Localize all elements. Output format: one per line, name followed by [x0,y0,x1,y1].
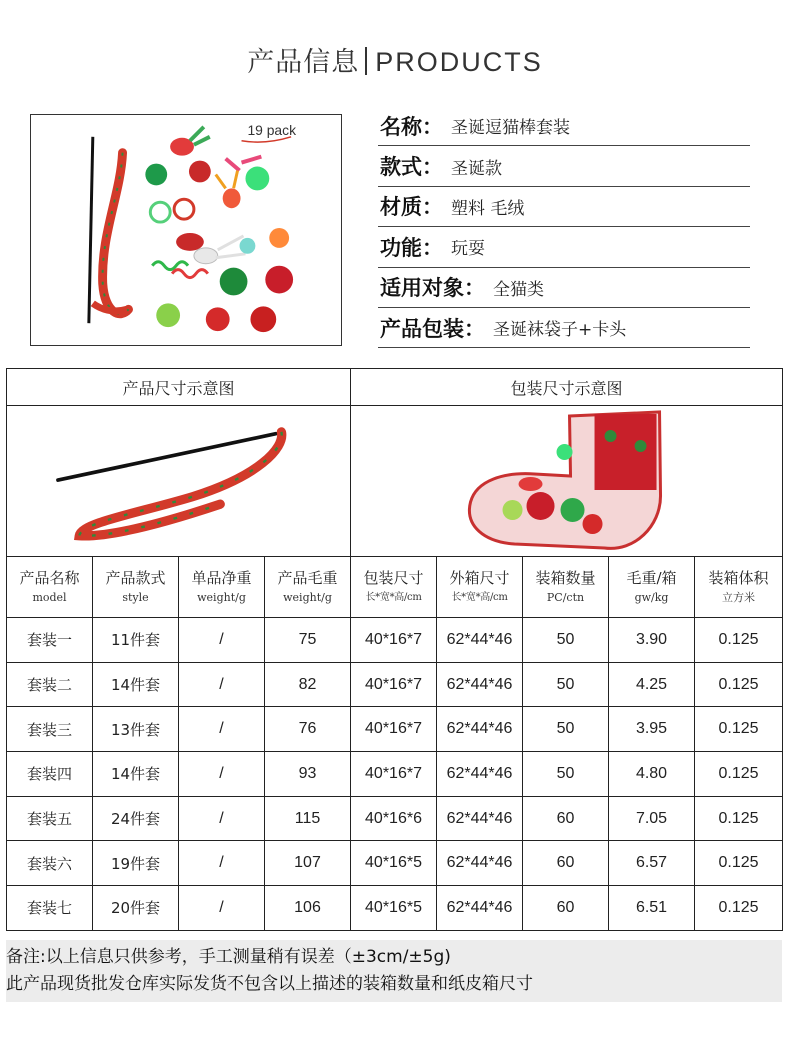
table-cell: 60 [523,796,609,841]
table-cell: 11件套 [93,618,179,663]
table-cell: 93 [265,752,351,797]
table-cell: 62*44*46 [437,841,523,886]
column-header: 产品款式 style [93,557,179,618]
table-cell: / [179,707,265,752]
table-cell: 套装六 [7,841,93,886]
table-row [7,752,783,797]
spec-key: 款式： [380,155,443,180]
table-cell: 115 [265,796,351,841]
table-cell: 6.51 [609,886,695,931]
column-header: 外箱尺寸 长*宽*高/cm [437,557,523,618]
table-cell: 套装二 [7,662,93,707]
spec-value: 圣诞袜袋子+卡头 [493,320,627,341]
orange-feather-icon [216,171,238,189]
table-cell: 20件套 [93,886,179,931]
spec-value: 圣诞逗猫棒套装 [451,118,570,139]
table-row [7,707,783,752]
product-size-table [6,368,783,931]
column-header: 毛重/箱 gw/kg [609,557,695,618]
spec-row-packaging [378,308,750,348]
spec-key: 材质： [380,195,443,220]
product-size-diagram-title: 产品尺寸示意图 [7,369,351,406]
spec-row-name [378,106,750,146]
mouse-toy [519,477,543,491]
tinsel-ball-green [220,268,248,296]
tinsel-ball [561,498,585,522]
column-header-row [7,557,783,618]
table-cell: 50 [523,662,609,707]
table-cell: 106 [265,886,351,931]
feather-icon [190,127,210,145]
rattan-ball [503,500,523,520]
disclaimer-note [6,940,782,1002]
red-ball [189,161,211,183]
tinsel-ball-red [265,266,293,294]
tree-icon [635,440,647,452]
column-header: 产品名称 model [7,557,93,618]
table-cell: 14件套 [93,752,179,797]
table-cell: 40*16*5 [351,841,437,886]
diagram-header-row [7,369,783,406]
package-size-diagram-title: 包装尺寸示意图 [351,369,783,406]
table-cell: / [179,752,265,797]
table-cell: 40*16*7 [351,707,437,752]
table-cell: 14件套 [93,662,179,707]
spec-row-style [378,146,750,186]
cat-toy-set-illustration [31,115,341,345]
table-cell: 40*16*7 [351,752,437,797]
title-divider [365,47,367,75]
table-cell: 7.05 [609,796,695,841]
spec-row-target [378,268,750,308]
pack-label: 19 pack [247,121,297,138]
table-cell: 13件套 [93,707,179,752]
product-hero-image [30,114,342,346]
table-cell: 62*44*46 [437,796,523,841]
table-cell: 0.125 [695,662,783,707]
table-cell: 套装四 [7,752,93,797]
table-row [7,662,783,707]
table-cell: 3.90 [609,618,695,663]
table-cell: 4.25 [609,662,695,707]
table-cell: 75 [265,618,351,663]
pompom-ball [206,307,230,331]
table-cell: 0.125 [695,707,783,752]
column-header: 装箱数量 PC/ctn [523,557,609,618]
spec-key: 适用对象： [380,276,485,301]
white-mouse-toy [194,248,218,264]
rattan-ball [156,303,180,327]
table-cell: 50 [523,752,609,797]
table-cell: / [179,886,265,931]
table-cell: 60 [523,841,609,886]
table-cell: 0.125 [695,886,783,931]
spec-value: 塑料 毛绒 [451,198,525,219]
table-cell: 0.125 [695,796,783,841]
table-cell: 19件套 [93,841,179,886]
spec-key: 产品包装： [380,316,485,341]
wand-stick [89,137,93,323]
note-line-1: 备注:以上信息只供参考，手工测量稍有误差（±3cm/±5g) [6,947,451,967]
size-table-section [6,368,782,931]
page-title-en: PRODUCTS [375,47,543,77]
table-cell: 40*16*5 [351,886,437,931]
table-cell: / [179,662,265,707]
table-row [7,796,783,841]
spiky-ball [269,228,289,248]
tree-icon [605,430,617,442]
column-header: 装箱体积 立方米 [695,557,783,618]
table-row [7,841,783,886]
column-header: 单品净重 weight/g [179,557,265,618]
table-cell: 3.95 [609,707,695,752]
table-cell: 107 [265,841,351,886]
table-cell: / [179,841,265,886]
table-cell: 62*44*46 [437,662,523,707]
note-line-2: 此产品现货批发仓库实际发货不包含以上描述的装箱数量和纸皮箱尺寸 [6,974,533,994]
table-cell: 60 [523,886,609,931]
lattice-ball [150,202,170,222]
spec-list [378,106,750,348]
green-ball [145,164,167,186]
table-cell: 0.125 [695,618,783,663]
stocking-package-illustration [351,406,782,556]
table-cell: 套装七 [7,886,93,931]
table-cell: 40*16*6 [351,796,437,841]
table-cell: 62*44*46 [437,707,523,752]
spec-key: 名称： [380,114,443,139]
diagram-image-row [7,406,783,557]
table-cell: 50 [523,618,609,663]
ribbon [103,153,129,314]
table-cell: 0.125 [695,841,783,886]
spec-value: 全猫类 [493,279,544,300]
table-cell: 82 [265,662,351,707]
table-row [7,886,783,931]
spec-row-material [378,187,750,227]
table-cell: 4.80 [609,752,695,797]
orange-feather-ball [223,188,241,208]
product-size-diagram [7,406,351,557]
red-ball [527,492,555,520]
table-cell: / [179,796,265,841]
green-spring [152,262,188,270]
red-rattan-ball [250,306,276,332]
table-cell: / [179,618,265,663]
table-body [7,618,783,931]
table-cell: 套装五 [7,796,93,841]
small-aqua-ball [240,238,256,254]
spec-key: 功能： [380,235,443,260]
table-cell: 40*16*7 [351,618,437,663]
page-title [0,40,790,79]
red-mouse-toy [176,233,204,251]
header-card [595,414,657,490]
tinsel-ball [583,514,603,534]
red-spring [172,270,208,278]
package-size-diagram [351,406,783,557]
wand-diagram-illustration [7,406,350,556]
table-cell: 套装一 [7,618,93,663]
page-title-cn: 产品信息 [247,47,360,78]
spec-value: 玩耍 [451,239,485,260]
table-cell: 62*44*46 [437,618,523,663]
table-cell: 套装三 [7,707,93,752]
column-header: 产品毛重 weight/g [265,557,351,618]
table-row [7,618,783,663]
table-cell: 6.57 [609,841,695,886]
table-cell: 76 [265,707,351,752]
column-header: 包装尺寸 长*宽*高/cm [351,557,437,618]
table-cell: 0.125 [695,752,783,797]
table-cell: 40*16*7 [351,662,437,707]
table-cell: 62*44*46 [437,752,523,797]
table-cell: 24件套 [93,796,179,841]
cage-ball [174,199,194,219]
table-cell: 50 [523,707,609,752]
green-ball [557,444,573,460]
mint-ball [245,167,269,191]
spec-row-function [378,227,750,267]
spec-value: 圣诞款 [451,158,502,179]
table-cell: 62*44*46 [437,886,523,931]
